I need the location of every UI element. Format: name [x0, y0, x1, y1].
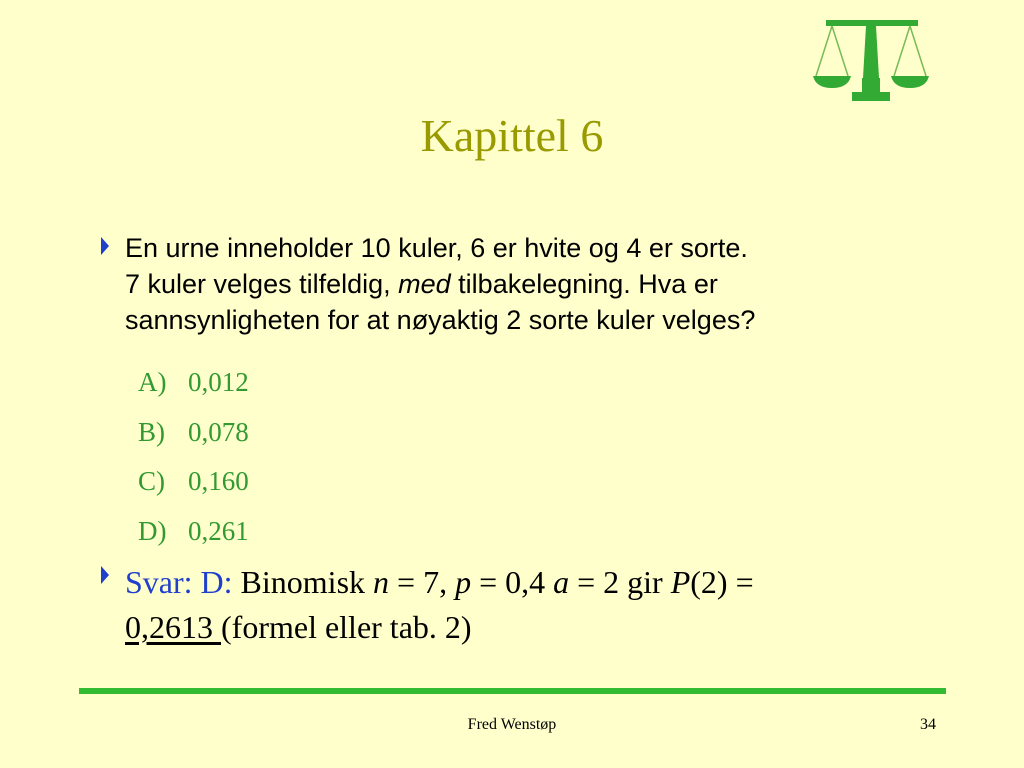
answer-part: = 0,4 [471, 564, 554, 600]
footer-divider [79, 688, 946, 694]
question-line-2-end: tilbakelegning. Hva er [450, 269, 718, 299]
option-label: D) [138, 515, 167, 546]
option-value: 0,078 [188, 416, 249, 447]
answer-part: = 7, [389, 564, 456, 600]
var-P: P [670, 564, 691, 600]
option-a [138, 362, 249, 412]
question-text [125, 230, 985, 338]
answer-suffix: (formel eller tab. 2) [221, 609, 472, 645]
slide-title: Kapittel 6 [420, 110, 604, 161]
scales-icon [812, 18, 930, 104]
triangle-bullet-icon [100, 565, 110, 585]
triangle-bullet-icon [100, 236, 110, 256]
var-n: n [373, 564, 390, 600]
option-c [138, 461, 249, 511]
var-p: p [455, 564, 472, 600]
answer-part: (2) = [690, 564, 754, 600]
question-line-3: sannsynligheten for at nøyaktig 2 sorte kuler velges? [125, 305, 756, 335]
option-b [138, 412, 249, 462]
answer-text [125, 560, 945, 650]
question-line-1: En urne inneholder 10 kuler, 6 er hvite og 4 er sorte. [125, 233, 748, 263]
option-value: 0,160 [188, 466, 249, 496]
option-label: A) [138, 367, 167, 397]
option-value: 0,012 [188, 367, 249, 397]
page-number: 34 [920, 716, 936, 733]
footer-author: Fred Wenstøp [467, 716, 557, 733]
answer-prefix: Svar: D: [125, 564, 233, 600]
option-label: B) [138, 416, 165, 447]
var-a: a [553, 564, 570, 600]
question-line-2 [125, 266, 985, 302]
answer-part: Binomisk [232, 564, 374, 600]
option-d [138, 511, 249, 561]
option-label: C) [138, 466, 165, 496]
question-emphasis: med [398, 269, 451, 299]
answer-options [138, 362, 249, 560]
answer-part: = 2 gir [569, 564, 671, 600]
option-value: 0,261 [188, 515, 249, 546]
question-line-2-start: 7 kuler velges tilfeldig, [125, 269, 399, 299]
answer-result: 0,2613 [125, 609, 221, 645]
